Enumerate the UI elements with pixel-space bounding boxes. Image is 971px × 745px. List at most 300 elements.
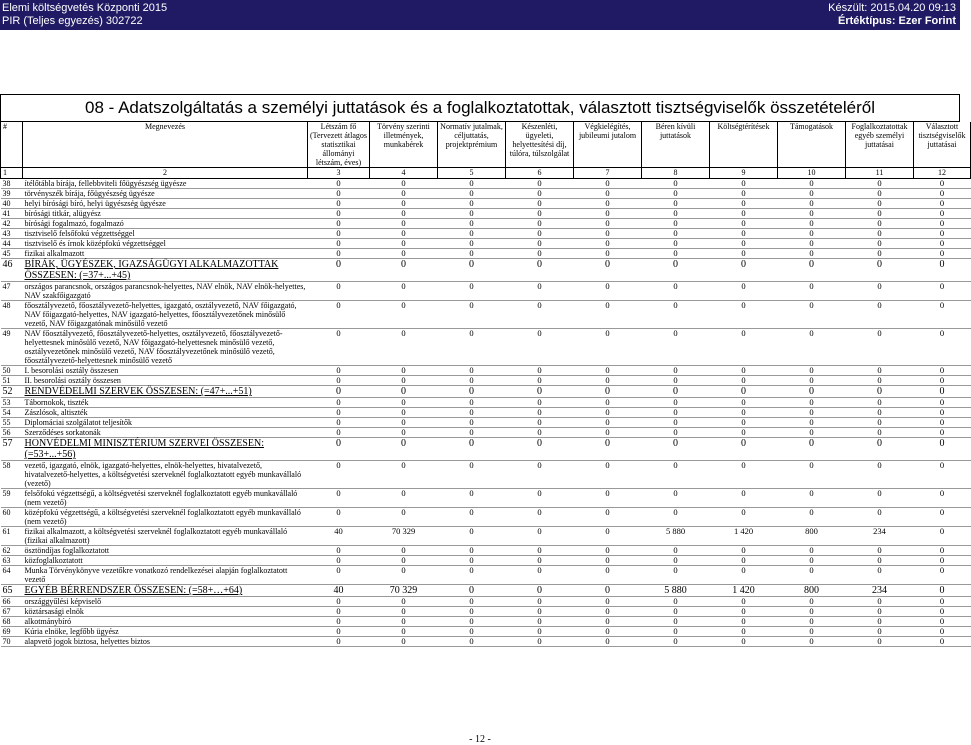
row-value: 0 [574,239,642,249]
row-value: 0 [574,637,642,647]
row-value: 0 [308,282,370,301]
row-value: 0 [914,546,971,556]
row-value: 234 [846,585,914,597]
row-value: 0 [370,219,438,229]
row-label: BÍRÁK, ÜGYÉSZEK, IGAZSÁGÜGYI ALKALMAZOTTAK ÖSSZESEN: (=37+...+45) [23,259,308,282]
row-value: 0 [642,637,710,647]
row-value: 0 [506,408,574,418]
row-value: 0 [642,556,710,566]
row-value: 0 [846,259,914,282]
table-row [1,418,971,428]
row-value: 0 [574,259,642,282]
row-value: 0 [710,329,778,366]
col-number: 6 [506,168,574,179]
row-value: 0 [778,259,846,282]
row-value: 0 [308,627,370,637]
row-value: 0 [370,637,438,647]
row-value: 0 [370,617,438,627]
row-value: 0 [308,301,370,329]
row-value: 0 [846,179,914,189]
row-number: 55 [1,418,23,428]
row-value: 0 [438,408,506,418]
row-label: Szerződéses sorkatonák [23,428,308,438]
row-value: 0 [778,329,846,366]
row-value: 1 420 [710,527,778,546]
row-value: 0 [710,229,778,239]
row-value: 0 [710,259,778,282]
row-value: 0 [914,329,971,366]
row-value: 0 [778,617,846,627]
row-value: 0 [438,301,506,329]
row-value: 0 [778,179,846,189]
row-value: 0 [642,219,710,229]
row-value: 0 [914,199,971,209]
row-value: 0 [506,219,574,229]
row-value: 0 [914,637,971,647]
row-value: 0 [846,229,914,239]
row-value: 0 [438,627,506,637]
report-title: 08 - Adatszolgáltatás a személyi juttatások és a foglalkoztatottak, választott tisztségviselők összetételéről [0,95,960,122]
row-label: tisztviselő és írnok középfokú végzettséggel [23,239,308,249]
row-number: 60 [1,508,23,527]
row-label: felsőfokú végzettségű, a költségvetési szerveknél foglalkoztatott egyéb munkavállaló (nem vezető) [23,489,308,508]
row-value: 800 [778,585,846,597]
row-value: 0 [778,556,846,566]
table-row [1,617,971,627]
col-header: Törvény szerinti illetmények, munkabérek [370,122,438,168]
row-value: 0 [438,438,506,461]
row-value: 0 [914,229,971,239]
row-value: 0 [438,259,506,282]
row-value: 0 [710,249,778,259]
row-value: 0 [574,301,642,329]
row-value: 0 [506,259,574,282]
row-value: 0 [778,546,846,556]
row-value: 40 [308,527,370,546]
row-value: 0 [914,249,971,259]
row-value: 0 [778,282,846,301]
row-value: 0 [506,366,574,376]
table-row [1,607,971,617]
row-value: 0 [914,527,971,546]
row-value: 0 [370,627,438,637]
row-value: 0 [438,366,506,376]
column-header-row [1,122,971,168]
table-row [1,229,971,239]
row-value: 0 [308,366,370,376]
col-header: Megnevezés [23,122,308,168]
row-value: 0 [438,597,506,607]
row-value: 0 [438,219,506,229]
row-value: 0 [710,366,778,376]
row-value: 0 [642,329,710,366]
row-value: 0 [846,189,914,199]
row-value: 0 [778,428,846,438]
row-number: 61 [1,527,23,546]
col-number: 1 [1,168,23,179]
row-value: 0 [574,282,642,301]
row-value: 0 [778,461,846,489]
table-row [1,301,971,329]
row-value: 0 [914,209,971,219]
row-label: bírósági fogalmazó, fogalmazó [23,219,308,229]
row-value: 0 [778,508,846,527]
col-header: Normatív jutalmak, céljuttatás, projektprémium [438,122,506,168]
row-value: 0 [778,189,846,199]
row-value: 0 [438,282,506,301]
row-value: 0 [574,508,642,527]
row-value: 234 [846,527,914,546]
row-number: 43 [1,229,23,239]
row-label: helyi bírósági bíró, helyi ügyészség ügyésze [23,199,308,209]
row-value: 0 [308,229,370,239]
row-label: fizikai alkalmazott [23,249,308,259]
row-value: 0 [642,508,710,527]
row-value: 0 [778,418,846,428]
table-sum-row [1,585,971,597]
row-number: 54 [1,408,23,418]
row-value: 0 [710,546,778,556]
row-number: 66 [1,597,23,607]
table-row [1,489,971,508]
row-value: 0 [914,189,971,199]
col-number: 4 [370,168,438,179]
row-value: 0 [778,408,846,418]
row-value: 0 [642,376,710,386]
row-value: 0 [914,428,971,438]
row-value: 0 [574,566,642,585]
row-value: 0 [574,489,642,508]
row-label: II. besorolási osztály összesen [23,376,308,386]
row-value: 70 329 [370,527,438,546]
table-row [1,209,971,219]
data-table [0,122,971,647]
row-value: 0 [438,556,506,566]
row-value: 0 [506,428,574,438]
row-number: 49 [1,329,23,366]
table-row [1,597,971,607]
row-value: 0 [308,408,370,418]
row-value: 0 [308,617,370,627]
table-row [1,527,971,546]
col-number: 2 [23,168,308,179]
row-value: 0 [438,418,506,428]
row-value: 0 [438,239,506,249]
row-value: 0 [574,527,642,546]
row-value: 0 [506,607,574,617]
row-value: 0 [370,438,438,461]
row-value: 0 [914,585,971,597]
row-value: 0 [846,627,914,637]
row-value: 0 [846,282,914,301]
row-value: 0 [370,428,438,438]
row-value: 0 [710,301,778,329]
row-value: 0 [846,398,914,408]
row-value: 40 [308,585,370,597]
row-number: 42 [1,219,23,229]
row-value: 0 [642,209,710,219]
row-value: 0 [846,219,914,229]
row-value: 0 [642,607,710,617]
row-value: 5 880 [642,527,710,546]
row-value: 0 [506,386,574,398]
row-value: 0 [574,386,642,398]
row-value: 0 [778,376,846,386]
col-header: Végkielégítés, jubileumi jutalom [574,122,642,168]
row-value: 0 [574,627,642,637]
col-number: 3 [308,168,370,179]
row-number: 58 [1,461,23,489]
table-row [1,546,971,556]
row-value: 0 [846,461,914,489]
row-value: 0 [642,418,710,428]
row-value: 0 [438,249,506,259]
col-number: 8 [642,168,710,179]
row-value: 0 [506,329,574,366]
row-value: 0 [642,386,710,398]
row-value: 0 [370,229,438,239]
row-value: 0 [574,376,642,386]
row-value: 0 [642,438,710,461]
row-label: ösztöndíjas foglalkoztatott [23,546,308,556]
row-value: 0 [914,418,971,428]
row-value: 0 [370,597,438,607]
col-header: # [1,122,23,168]
row-value: 0 [574,617,642,627]
row-value: 0 [438,566,506,585]
row-label: Munka Törvénykönyve vezetőkre vonatkozó rendelkezései alapján foglalkoztatott vezető [23,566,308,585]
row-label: köztársasági elnök [23,607,308,617]
row-value: 0 [506,556,574,566]
row-value: 0 [574,229,642,239]
row-value: 0 [914,398,971,408]
row-value: 0 [438,607,506,617]
row-value: 0 [370,249,438,259]
row-value: 0 [308,566,370,585]
row-value: 0 [438,546,506,556]
row-value: 0 [778,438,846,461]
row-label: törvényszék bírája, főügyészség ügyésze [23,189,308,199]
col-number: 5 [438,168,506,179]
row-number: 57 [1,438,23,461]
row-value: 0 [308,239,370,249]
row-value: 0 [506,189,574,199]
row-value: 0 [914,627,971,637]
row-value: 0 [710,607,778,617]
row-value: 0 [370,607,438,617]
row-value: 0 [846,386,914,398]
row-label: alkotmánybíró [23,617,308,627]
row-value: 0 [914,566,971,585]
row-value: 0 [574,461,642,489]
row-number: 45 [1,249,23,259]
row-value: 0 [370,386,438,398]
row-value: 0 [778,607,846,617]
row-value: 0 [710,199,778,209]
row-value: 0 [308,607,370,617]
row-value: 0 [846,301,914,329]
row-value: 0 [642,366,710,376]
table-row [1,329,971,366]
row-value: 0 [778,489,846,508]
row-label: Diplomáciai szolgálatot teljesítők [23,418,308,428]
row-value: 0 [710,219,778,229]
row-number: 52 [1,386,23,398]
row-number: 41 [1,209,23,219]
row-label: fizikai alkalmazott, a költségvetési szerveknél foglalkoztatott egyéb munkavállaló (fizikai alkalmazott) [23,527,308,546]
row-value: 0 [574,556,642,566]
row-value: 0 [778,249,846,259]
row-value: 0 [370,418,438,428]
row-label: EGYÉB BÉRRENDSZER ÖSSZESEN: (=58+…+64) [23,585,308,597]
row-label: országgyűlési képviselő [23,597,308,607]
row-label: Kúria elnöke, legfőbb ügyész [23,627,308,637]
row-value: 0 [642,282,710,301]
row-value: 0 [914,366,971,376]
row-value: 0 [506,199,574,209]
row-value: 0 [914,282,971,301]
row-value: 0 [438,398,506,408]
row-value: 0 [438,617,506,627]
row-value: 0 [710,282,778,301]
row-value: 0 [574,546,642,556]
row-value: 0 [914,461,971,489]
table-sum-row [1,386,971,398]
report-frame [0,94,966,647]
row-value: 0 [574,398,642,408]
row-value: 0 [370,366,438,376]
col-number: 11 [846,168,914,179]
row-value: 0 [914,239,971,249]
row-value: 0 [308,249,370,259]
row-value: 0 [370,398,438,408]
row-value: 0 [846,239,914,249]
row-value: 0 [710,398,778,408]
row-value: 0 [778,219,846,229]
row-value: 0 [778,229,846,239]
row-value: 0 [506,179,574,189]
row-value: 0 [914,556,971,566]
row-value: 0 [506,508,574,527]
row-value: 0 [710,556,778,566]
col-header: Választott tisztségviselők juttatásai [914,122,971,168]
table-row [1,428,971,438]
row-value: 0 [914,508,971,527]
row-value: 0 [506,249,574,259]
row-value: 0 [846,566,914,585]
row-label: tisztviselő felsőfokú végzettséggel [23,229,308,239]
row-value: 0 [642,566,710,585]
row-label: bírósági titkár, alügyész [23,209,308,219]
row-value: 0 [642,301,710,329]
row-value: 0 [914,607,971,617]
created-timestamp: Készült: 2015.04.20 09:13 [828,2,956,14]
row-value: 0 [506,229,574,239]
row-value: 0 [710,489,778,508]
row-value: 0 [308,259,370,282]
row-value: 0 [846,556,914,566]
row-value: 0 [438,209,506,219]
row-number: 53 [1,398,23,408]
row-value: 0 [574,329,642,366]
row-value: 0 [308,199,370,209]
org-line-2: PIR (Teljes egyezés) 302722 [2,15,143,27]
row-value: 0 [506,461,574,489]
row-value: 0 [642,428,710,438]
row-value: 0 [914,617,971,627]
row-value: 0 [846,199,914,209]
row-value: 0 [370,376,438,386]
row-value: 0 [914,386,971,398]
table-row [1,408,971,418]
row-value: 0 [370,489,438,508]
row-value: 0 [574,585,642,597]
row-value: 0 [438,386,506,398]
row-number: 65 [1,585,23,597]
row-value: 0 [642,229,710,239]
row-value: 0 [642,189,710,199]
col-number: 9 [710,168,778,179]
row-value: 0 [370,329,438,366]
row-value: 0 [710,627,778,637]
row-value: 0 [846,438,914,461]
row-value: 0 [506,597,574,607]
row-value: 0 [642,398,710,408]
row-value: 0 [710,428,778,438]
row-number: 40 [1,199,23,209]
row-value: 0 [506,282,574,301]
row-value: 0 [370,408,438,418]
row-number: 67 [1,607,23,617]
row-value: 0 [642,179,710,189]
row-value: 0 [438,428,506,438]
row-value: 0 [642,627,710,637]
row-number: 63 [1,556,23,566]
row-value: 0 [778,366,846,376]
col-number: 10 [778,168,846,179]
row-label: Zászlósok, altiszték [23,408,308,418]
row-value: 0 [370,259,438,282]
row-value: 0 [438,199,506,209]
row-value: 0 [574,249,642,259]
row-value: 0 [642,597,710,607]
row-value: 0 [710,597,778,607]
row-value: 0 [710,408,778,418]
row-value: 0 [914,489,971,508]
row-value: 0 [914,376,971,386]
row-value: 0 [914,408,971,418]
row-value: 0 [506,376,574,386]
row-value: 0 [642,239,710,249]
row-value: 0 [846,508,914,527]
row-number: 47 [1,282,23,301]
row-value: 0 [710,376,778,386]
row-value: 0 [506,398,574,408]
table-sum-row [1,259,971,282]
row-value: 0 [506,209,574,219]
row-value: 0 [846,376,914,386]
row-value: 0 [642,461,710,489]
row-value: 0 [308,461,370,489]
value-unit: Értéktípus: Ezer Forint [838,15,956,27]
table-body [1,179,971,647]
row-value: 0 [574,408,642,418]
row-value: 0 [710,189,778,199]
table-row [1,637,971,647]
col-header: Támogatások [778,122,846,168]
row-value: 0 [438,329,506,366]
table-row [1,179,971,189]
